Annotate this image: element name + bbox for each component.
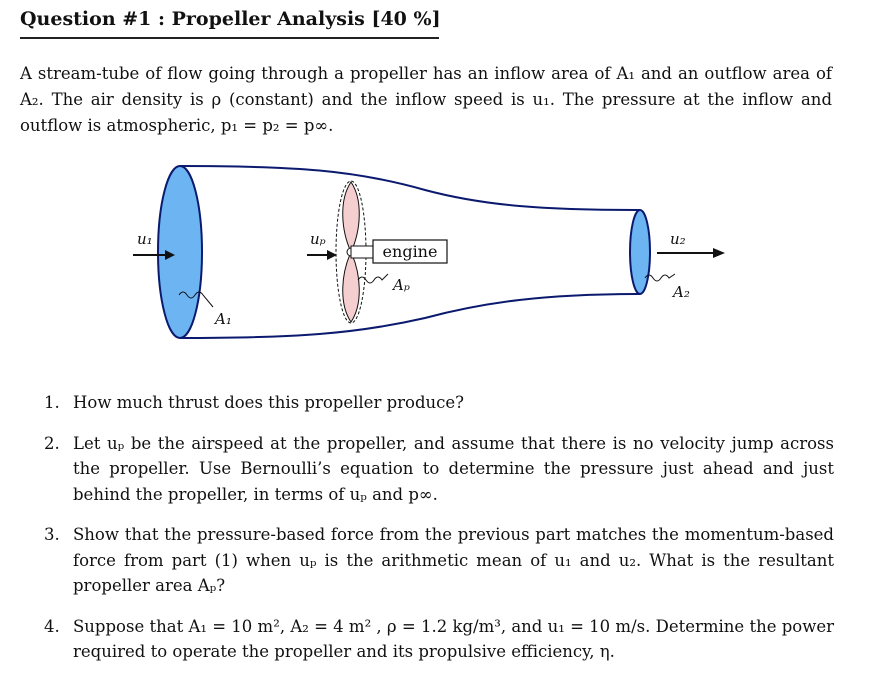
u2-arrowhead — [713, 248, 725, 258]
inflow-disk-a1 — [158, 166, 202, 338]
a1-label: A₁ — [215, 310, 232, 328]
engine-label: engine — [382, 242, 438, 261]
title-underline — [20, 37, 439, 39]
up-arrowhead — [327, 250, 337, 260]
stream-tube-diagram — [125, 160, 735, 350]
problem-statement: A stream-tube of flow going through a propeller has an inflow area of A₁ and an outflow area of A₂. The air density is ρ (constant) and the inflow speed is u₁. The pressure at the inflow and outflow is atmospheric, p₁ = p₂ = p∞. — [20, 64, 832, 135]
propeller-blade-lower — [343, 252, 360, 322]
question-item-3 — [44, 522, 834, 599]
a2-leader-squiggle — [645, 274, 675, 281]
question-number-2: 2. — [44, 433, 60, 453]
outflow-disk-a2 — [630, 210, 650, 294]
question-number-3: 3. — [44, 525, 60, 544]
propeller-blade-upper — [343, 182, 360, 252]
question-item-4 — [44, 614, 834, 665]
question-number-4: 4. — [44, 616, 60, 636]
a2-label: A₂ — [673, 283, 690, 301]
stream-tube-upper-boundary — [180, 166, 640, 210]
ap-label: Aₚ — [393, 276, 410, 294]
question-title: Question #1 : Propeller Analysis [40 %] — [20, 8, 441, 30]
engine-shaft — [351, 246, 373, 258]
up-label: uₚ — [310, 230, 326, 248]
ap-leader-squiggle — [358, 274, 388, 283]
question-list — [44, 390, 834, 665]
question-text-4: Suppose that A₁ = 10 m², A₂ = 4 m² , ρ = 1.2 kg/m³, and u₁ = 10 m/s. Determine the power required to operate the propeller and its propulsive efficiency, η. — [73, 616, 834, 661]
question-text-1: How much thrust does this propeller produce? — [73, 393, 464, 412]
stream-tube-lower-boundary — [180, 294, 640, 338]
question-item-1 — [44, 390, 834, 416]
question-item-2 — [44, 431, 834, 508]
question-number-1: 1. — [44, 393, 60, 412]
u2-label: u₂ — [670, 230, 686, 248]
question-text-3: Show that the pressure-based force from the previous part matches the momentum-based force from part (1) when uₚ is the arithmetic mean of u₁ and u₂. What is the resultant propeller area Aₚ? — [73, 525, 834, 595]
u1-label: u₁ — [137, 230, 153, 248]
question-text-2: Let uₚ be the airspeed at the propeller, and assume that there is no velocity jump across the propeller. Use Bernoulli’s equation to determine the pressure just ahead and just behind the propeller, in terms of uₚ and p∞. — [73, 433, 834, 504]
